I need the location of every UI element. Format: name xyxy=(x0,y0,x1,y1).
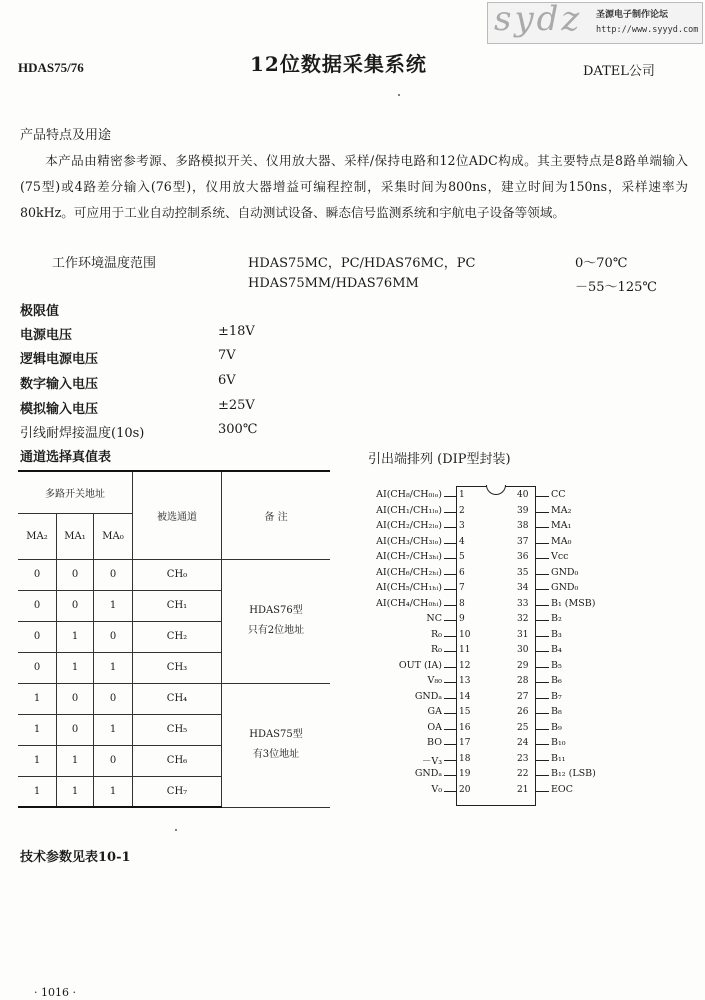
pin-number: 6 xyxy=(459,567,465,578)
pin-number: 29 xyxy=(517,660,529,671)
pin-number: 27 xyxy=(517,691,529,702)
pin-right-36 xyxy=(535,551,685,567)
pin-left-11 xyxy=(330,644,456,660)
pin-label: GNDₐ xyxy=(414,690,442,702)
pin-number: 3 xyxy=(459,521,465,531)
pin-lead xyxy=(444,558,456,559)
pin-number: 12 xyxy=(459,660,471,671)
pin-label: V₈₀ xyxy=(427,675,442,686)
pin-lead xyxy=(535,636,549,637)
table-row xyxy=(18,559,330,590)
cell-ma1: 1 xyxy=(57,621,94,652)
pin-left-3 xyxy=(330,520,456,536)
company-name: DATEL公司 xyxy=(583,64,655,79)
pin-number: 15 xyxy=(459,707,471,717)
pin-right-40 xyxy=(535,489,685,505)
pin-number: 8 xyxy=(459,598,465,609)
pin-label: AI(CH₈/CH₀ₗₒ) xyxy=(376,489,442,500)
pin-right-29 xyxy=(535,660,685,676)
note-75 xyxy=(222,683,331,807)
pin-label: OUT (IA) xyxy=(398,659,442,671)
pin-number: 16 xyxy=(459,722,471,733)
pin-right-23 xyxy=(535,753,685,769)
pin-label: GNDₐ xyxy=(414,768,442,779)
pin-right-37 xyxy=(535,536,685,552)
pin-lead xyxy=(535,775,549,776)
pin-label: B₄ xyxy=(551,644,562,655)
pin-number: 20 xyxy=(459,784,471,795)
pin-lead xyxy=(444,589,456,590)
pin-number: 5 xyxy=(459,552,465,562)
watermark-logo xyxy=(487,2,703,44)
pin-lead xyxy=(535,682,549,683)
pin-lead xyxy=(535,496,549,497)
pin-number: 26 xyxy=(517,707,529,717)
cell-ma2: 0 xyxy=(18,652,57,683)
pin-number: 19 xyxy=(459,769,471,779)
pin-lead xyxy=(444,775,456,776)
pin-label: BO xyxy=(427,737,442,748)
cell-ma0: 1 xyxy=(94,590,133,621)
note-76 xyxy=(222,559,331,683)
cell-channel: CH₄ xyxy=(133,683,222,714)
features-text: 本产品由精密参考源、多路模拟开关、仪用放大器、采样/保持电路和12位ADC构成。其主要特点是8路单端输入(75型)或4路差分输入(76型)，仪用放大器增益可编程控制，采集时间为800ns，建立时间为150ns，采样速率为80kHz。可应用于工业自动控制系统、自动测试设备、瞬态信号监测系统和宇航电子设备等领域。 xyxy=(20,153,688,220)
pin-left-14 xyxy=(330,691,456,707)
cell-ma1: 1 xyxy=(57,652,94,683)
pin-label: AI(CH₃/CH₃ₗₒ) xyxy=(376,535,442,547)
pin-left-9 xyxy=(330,613,456,629)
pin-label: －V₃ xyxy=(421,755,442,767)
pin-label: MA₀ xyxy=(551,535,572,547)
pin-number: 4 xyxy=(459,536,465,547)
cell-ma1: 0 xyxy=(57,559,94,590)
cell-ma2: 1 xyxy=(18,714,57,745)
limit-value: ±18V xyxy=(218,324,255,339)
pin-label: EOC xyxy=(551,783,573,795)
pin-label: B₆ xyxy=(551,675,562,686)
truth-table xyxy=(18,470,330,808)
limit-value: 300℃ xyxy=(218,422,258,437)
features-heading: 产品特点及用途 xyxy=(20,128,112,143)
pin-lead xyxy=(444,760,456,761)
pin-label: GND₀ xyxy=(551,582,579,593)
pin-right-34 xyxy=(535,582,685,598)
pin-label: R₀ xyxy=(431,644,442,655)
cell-channel: CH₅ xyxy=(133,714,222,745)
pin-number: 35 xyxy=(517,567,529,578)
limit-label: 模拟输入电压 xyxy=(20,402,99,417)
pin-left-5 xyxy=(330,551,456,567)
temp-range-label: 工作环境温度范围 xyxy=(52,256,157,271)
pin-label: OA xyxy=(427,721,442,733)
pin-label: B₉ xyxy=(551,721,562,733)
truth-table-heading: 通道选择真值表 xyxy=(20,450,112,465)
pin-label: AI(CH₁/CH₁ₗₒ) xyxy=(376,504,442,516)
pin-number: 28 xyxy=(517,676,529,686)
pin-right-26 xyxy=(535,706,685,722)
watermark-url: http://www.syyyd.com xyxy=(596,25,699,35)
pin-right-24 xyxy=(535,737,685,753)
limit-label: 逻辑电源电压 xyxy=(20,352,99,367)
pin-left-7 xyxy=(330,582,456,598)
pin-number: 7 xyxy=(459,583,465,593)
pin-lead xyxy=(535,512,549,513)
temp-range-value: －55～125℃ xyxy=(575,280,657,295)
scan-speck xyxy=(175,829,177,831)
cell-ma2: 1 xyxy=(18,683,57,714)
pin-number: 22 xyxy=(517,769,529,779)
limit-label: 电源电压 xyxy=(20,328,73,343)
page-title: 12位数据采集系统 xyxy=(250,52,427,76)
pin-number: 18 xyxy=(459,753,471,764)
cell-channel: CH₇ xyxy=(133,776,222,807)
ma1-header: MA₁ xyxy=(57,513,94,559)
cell-ma0: 0 xyxy=(94,559,133,590)
footer-note: 技术参数见表10-1 xyxy=(20,850,131,865)
pin-lead xyxy=(535,589,549,590)
pin-label: B₁₀ xyxy=(551,737,566,748)
cell-ma0: 0 xyxy=(94,683,133,714)
pin-lead xyxy=(535,574,549,575)
pin-number: 14 xyxy=(459,691,471,702)
pin-number: 31 xyxy=(517,629,529,640)
pin-right-33 xyxy=(535,598,685,614)
pin-lead xyxy=(535,698,549,699)
pin-right-21 xyxy=(535,784,685,800)
cell-ma1: 0 xyxy=(57,590,94,621)
pin-lead xyxy=(444,527,456,528)
pin-number: 21 xyxy=(517,784,529,795)
pin-label: GA xyxy=(427,706,442,717)
cell-channel: CH₆ xyxy=(133,745,222,776)
pin-label: CC xyxy=(551,489,566,500)
cell-ma0: 1 xyxy=(94,776,133,807)
note-75-line1: HDAS75型 xyxy=(249,729,303,740)
pin-lead xyxy=(444,744,456,745)
pin-right-25 xyxy=(535,722,685,738)
pin-lead xyxy=(444,636,456,637)
pin-lead xyxy=(535,620,549,621)
note-75-line2: 有3位地址 xyxy=(252,749,300,760)
pin-lead xyxy=(444,496,456,497)
cell-channel: CH₁ xyxy=(133,590,222,621)
pin-label: B₃ xyxy=(551,628,562,640)
pin-number: 38 xyxy=(517,521,529,531)
pin-label: AI(CH₆/CH₂ₕᵢ) xyxy=(376,566,442,578)
address-group-header: 多路开关地址 xyxy=(18,471,133,513)
pin-lead xyxy=(444,713,456,714)
cell-ma0: 1 xyxy=(94,652,133,683)
limit-value: ±25V xyxy=(218,398,255,413)
cell-ma1: 0 xyxy=(57,714,94,745)
pin-label: AI(CH₄/CH₀ₕᵢ) xyxy=(376,597,442,609)
note-76-line1: HDAS76型 xyxy=(249,605,303,616)
pin-left-4 xyxy=(330,536,456,552)
pin-lead xyxy=(444,651,456,652)
pin-lead xyxy=(444,698,456,699)
pin-label: GND₀ xyxy=(551,566,579,578)
pin-label: AI(CH₅/CH₁ₕᵢ) xyxy=(376,582,442,593)
pin-left-12 xyxy=(330,660,456,676)
pin-number: 37 xyxy=(517,536,529,547)
limit-label: 数字输入电压 xyxy=(20,377,99,392)
pin-right-32 xyxy=(535,613,685,629)
pin-left-13 xyxy=(330,675,456,691)
cell-ma1: 0 xyxy=(57,683,94,714)
scan-speck xyxy=(398,94,400,96)
pin-lead xyxy=(535,605,549,606)
pin-left-10 xyxy=(330,629,456,645)
pin-lead xyxy=(535,713,549,714)
cell-ma2: 1 xyxy=(18,776,57,807)
pin-number: 30 xyxy=(517,645,529,655)
pin-right-28 xyxy=(535,675,685,691)
pin-label: V₀ xyxy=(431,783,442,795)
pin-number: 23 xyxy=(517,753,529,764)
pin-lead xyxy=(535,791,549,792)
pin-number: 40 xyxy=(517,490,529,500)
pin-number: 39 xyxy=(517,505,529,516)
pin-left-16 xyxy=(330,722,456,738)
pin-left-15 xyxy=(330,706,456,722)
pin-left-17 xyxy=(330,737,456,753)
limit-value: 6V xyxy=(218,373,236,388)
watermark-logo-text: sydz xyxy=(494,0,583,39)
pin-number: 13 xyxy=(459,676,471,686)
pin-number: 1 xyxy=(459,490,465,500)
pin-lead xyxy=(535,527,549,528)
pin-number: 32 xyxy=(517,614,529,624)
ma2-header: MA₂ xyxy=(18,513,57,559)
features-paragraph xyxy=(20,148,688,226)
cell-ma2: 0 xyxy=(18,590,57,621)
watermark-site-name: 圣源电子制作论坛 xyxy=(596,10,669,20)
pin-label: R₀ xyxy=(431,628,442,640)
pin-left-20 xyxy=(330,784,456,800)
cell-ma1: 1 xyxy=(57,745,94,776)
pin-right-39 xyxy=(535,505,685,521)
pin-lead xyxy=(535,667,549,668)
pin-number: 11 xyxy=(459,645,471,655)
pin-label: AI(CH₇/CH₃ₕᵢ) xyxy=(376,551,442,562)
pin-number: 17 xyxy=(459,738,471,748)
pin-number: 25 xyxy=(517,722,529,733)
pin-left-2 xyxy=(330,505,456,521)
pin-lead xyxy=(444,667,456,668)
pin-right-38 xyxy=(535,520,685,536)
package-notch xyxy=(486,485,506,495)
cell-channel: CH₀ xyxy=(133,559,222,590)
pin-right-27 xyxy=(535,691,685,707)
temp-range-models: HDAS75MC，PC/HDAS76MC，PC xyxy=(248,256,476,271)
pin-lead xyxy=(444,574,456,575)
limit-value: 7V xyxy=(218,348,236,363)
pin-left-18 xyxy=(330,753,456,769)
pin-label: AI(CH₂/CH₂ₗₒ) xyxy=(376,520,442,531)
note-header: 备 注 xyxy=(222,471,331,559)
pin-label: B₂ xyxy=(551,613,562,624)
cell-ma0: 0 xyxy=(94,745,133,776)
pin-lead xyxy=(444,605,456,606)
note-76-line2: 只有2位地址 xyxy=(247,625,305,636)
page-number: · 1016 · xyxy=(34,986,76,999)
pin-lead xyxy=(535,744,549,745)
pin-number: 10 xyxy=(459,629,471,640)
pin-left-19 xyxy=(330,768,456,784)
cell-ma1: 1 xyxy=(57,776,94,807)
cell-ma0: 0 xyxy=(94,621,133,652)
pin-lead xyxy=(444,729,456,730)
pin-label: MA₁ xyxy=(551,520,572,531)
pin-lead xyxy=(444,620,456,621)
pin-label: B₈ xyxy=(551,706,562,717)
pin-label: B₅ xyxy=(551,659,562,671)
pinout-heading: 引出端排列 (DIP型封装) xyxy=(368,452,511,467)
temp-range-models: HDAS75MM/HDAS76MM xyxy=(248,276,419,291)
cell-ma0: 1 xyxy=(94,714,133,745)
pin-number: 2 xyxy=(459,505,465,516)
pin-lead xyxy=(535,729,549,730)
pin-number: 9 xyxy=(459,614,465,624)
cell-channel: CH₃ xyxy=(133,652,222,683)
limit-label: 引线耐焊接温度(10s) xyxy=(20,426,145,441)
pin-label: NC xyxy=(426,613,442,624)
table-row xyxy=(18,683,330,714)
pin-label: B₁₁ xyxy=(551,752,566,764)
pin-lead xyxy=(444,512,456,513)
pin-number: 34 xyxy=(517,583,529,593)
pin-label: B₇ xyxy=(551,690,562,702)
pin-label: MA₂ xyxy=(551,504,572,516)
pin-right-30 xyxy=(535,644,685,660)
cell-ma2: 0 xyxy=(18,559,57,590)
pin-left-6 xyxy=(330,567,456,583)
pin-lead xyxy=(535,558,549,559)
model-number: HDAS75/76 xyxy=(18,60,84,75)
pin-number: 33 xyxy=(517,598,529,609)
pin-number: 36 xyxy=(517,552,529,562)
pin-lead xyxy=(535,651,549,652)
pin-lead xyxy=(535,543,549,544)
pin-left-1 xyxy=(330,489,456,505)
pin-right-22 xyxy=(535,768,685,784)
temp-range-value: 0～70℃ xyxy=(575,256,628,271)
pin-number: 24 xyxy=(517,738,529,748)
pin-label: Vcc xyxy=(551,551,569,562)
pin-right-35 xyxy=(535,567,685,583)
cell-ma2: 1 xyxy=(18,745,57,776)
pin-lead xyxy=(535,760,549,761)
pin-lead xyxy=(444,682,456,683)
limits-heading: 极限值 xyxy=(20,304,60,319)
pin-lead xyxy=(444,791,456,792)
cell-ma2: 0 xyxy=(18,621,57,652)
pin-label: B₁₂ (LSB) xyxy=(551,768,596,779)
pin-lead xyxy=(444,543,456,544)
selected-channel-header: 被选通道 xyxy=(133,471,222,559)
pin-left-8 xyxy=(330,598,456,614)
pin-label: B₁ (MSB) xyxy=(551,597,596,609)
pin-right-31 xyxy=(535,629,685,645)
ma0-header: MA₀ xyxy=(94,513,133,559)
cell-channel: CH₂ xyxy=(133,621,222,652)
